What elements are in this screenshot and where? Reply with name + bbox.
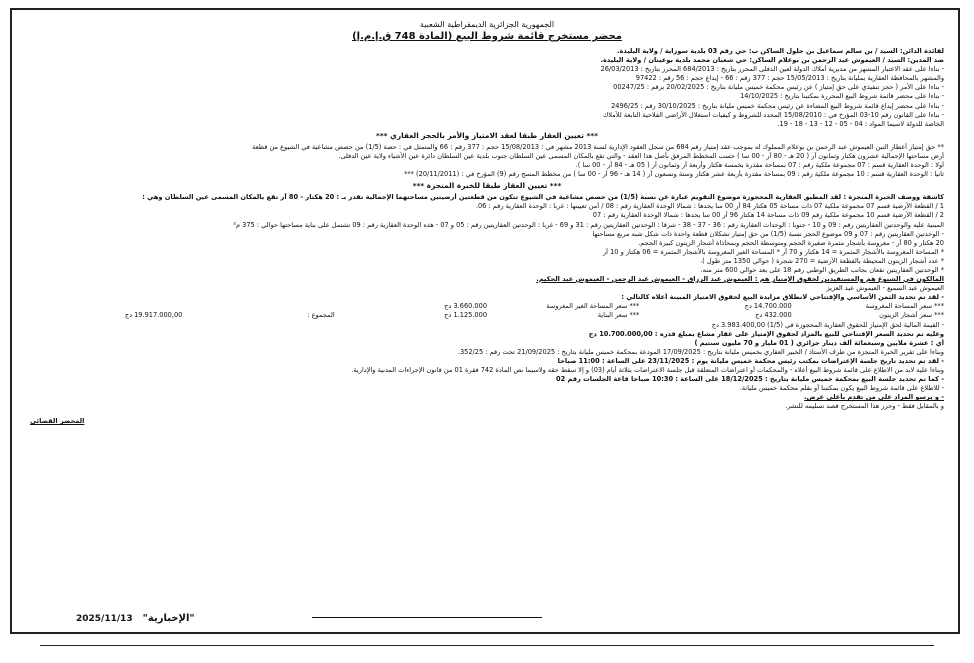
publication-footer <box>76 613 195 624</box>
text-line: - و يرسو المزاد على من تقدم بأعلى عرض. <box>804 393 944 402</box>
text-line: المبنية عليه والوحدتين العقاريتين رقم : 09 و 10 - جنوبا : الوحدات العقارية رقم : 36 - 37 - 38 - شرقا : الوحدتين العقاريتين رقم : 31 و 69 - غربا : الوحدتين العقاريتين رقم : 05 و 07 - هذه الوحدة العقارية رقم : 09 تشتمل على بناية مساحتها حوالي : 375 م² <box>233 220 944 229</box>
section-title-expertise: *** تعيين العقار طبقا للخبرة المنجزة *** <box>412 181 562 191</box>
footer-rule <box>312 617 542 618</box>
text-line: * المساحة المغروسة بالأشجار المثمرة = 14 هكتار و 70 آر * المساحة الغير المغروسة بالأشجار المثمرة = 06 هكتار و 10 آر <box>602 247 944 256</box>
price-total: 19.917.000,00 دج <box>124 311 183 320</box>
price-value: 3.660.000 دج <box>444 302 488 311</box>
text-line: و بالمقابل فقط - وحرر هذا المستخرج قصد تسليمه للنشر. <box>785 402 944 411</box>
price-total <box>30 302 182 311</box>
text-line: العيموش عبد السميع - العيموش عبد العزيز <box>826 284 944 293</box>
text-line: وبناءا على تقرير الخبرة المنجزة من طرف الأستاذ / الخبير العقاري بخميس مليانة بتاريخ : 17/09/2025 المودعة بمحكمة خميس مليانة بتاريخ : 21/09/2025 تحت رقم : 352/25. <box>457 347 944 356</box>
text-line: * عدد أشجار الزيتون المحيطة بالقطعة الأرضية = 270 شجرة ( حوالي 1350 متر طول ). <box>700 256 944 265</box>
signature-label: المحضر القضائي <box>30 417 85 426</box>
text-line: ثانيا : الوحدة العقارية قسم : 10 مجموعة ملكية رقم : 09 بمساحة مقدرة بأربعة عشر هكتار وستة وتسعون آر ( 14 هـ - 96 آر - 00 سا ) من مخطط المسح رقم (9) المؤرخ في : (20/11/2011) *** <box>404 170 944 179</box>
text-line: الخاصة للدولة لاسيما المواد : 04 - 05 - 12 - 13 - 18 - 19. <box>777 119 944 128</box>
text-line: - بناءا على محضر قائمة شروط البيع المحررة بمكتبنا بتاريخ : 14/10/2025 <box>740 92 944 101</box>
price-label: *** سعر المساحة الغير المغروسة <box>546 302 640 311</box>
debtor-line: ضد المدين: السيد / العيموش عبد الرحمن بن بوعلام الساكن: حي شعبان محمد بلدية بوعينان / ولاية البليدة. <box>600 56 944 65</box>
price-row <box>30 311 944 320</box>
document-page <box>10 8 960 634</box>
price-total-label <box>182 302 334 311</box>
parties-block <box>30 47 944 129</box>
co-owners-line: المالكون في الشيوع هم والمستفيدين لحقوق الإمتياز هم : العيموش عبد الرزاق - العيموش عبد الرحمن - العيموش عبد الحكيم. <box>536 275 944 284</box>
text-line: وبناءا عليه لابد من الاطلاع على قائمة شروط البيع أعلاه - والمحكمات أو اعتراضات المتعلقة قبل جلسة الاعتراضات بثلاثة أيام (03) و إلا سقط حقه ولاسيما نص المادة 742 فقرة 01 من قانون الإجراءات المدنية والإدارية. <box>351 366 944 374</box>
text-line: - للاطلاع على قائمة شروط البيع يكون بمكتبنا أو بقلم محكمة خميس مليانة. <box>739 384 944 393</box>
opening-price-line: وعليه تم تحديد السعر الإفتتاحي للبيع بالمزاد لحقوق الإمتياز على عقار مشاع بمبلغ قدره : 10.700.000,00 دج <box>588 329 944 338</box>
section-concession <box>30 143 944 179</box>
text-line: 2 / القطعة الأرضية قسم 10 مجموعة ملكية رقم 09 ذات مساحة 14 هكتار 96 آر 00 سا يحدها : شمالا الوحدة العقارية رقم : 07 <box>592 211 944 220</box>
text-line: * الوحدتين العقاريتين تقعان بجانب الطريق الوطني رقم 18 على بعد حوالي 600 متر منه. <box>700 265 944 274</box>
text-line: - بناءا على محضر إيداع قائمة شروط البيع المضاءة عن رئيس محكمة خميس مليانة بتاريخ : 30/10/2025 رقم : 2496/25 <box>611 101 944 110</box>
price-label: *** سعر البناية <box>597 311 640 320</box>
sale-session-line: - كما تم تحديد جلسة البيع بمحكمة خميس مليانة بتاريخ : 18/12/2025 على الساعة : 10:30 صباحا قاعة الجلسات رقم 02 <box>556 375 944 384</box>
text-line: 20 هكتار و 80 آر - مغروسة بأشجار مثمرة صغيرة الحجم ومتوسطة الحجم وبمحاذاة أشجار الزيتون كبيرة الحجم. <box>638 238 944 247</box>
page-bottom-rule <box>40 645 934 646</box>
document-title: محضر مستخرج قائمة شروط البيع (المادة 748 ق.إ.م.إ) <box>352 31 622 42</box>
price-label: *** سعر المساحة المغروسة <box>865 302 944 311</box>
text-line: - بناءا على الأمر ( حجز تنفيذي على حق إمتياز ) عن رئيس محكمة خميس مليانة بتاريخ : 20/02/2025 برقم : 00247/25 <box>613 83 944 92</box>
publication-date: 2025/11/13 <box>76 613 133 624</box>
price-total-label: المجموع : <box>307 311 335 320</box>
text-line: 1 / القطعة الأرضية قسم 07 مجموعة ملكية 07 ذات مساحة 05 هكتار 84 آر 00 سا يحدها : شمالا الوحدة العقارية رقم : 08 / أمن تعيينها : غربا : الوحدة العقارية رقم : 06. <box>475 202 944 211</box>
creditor-line: لفائدة الدائن: السيد / بن سالم سماعيل بن جلول الساكن ب: حي رقم 03 بلدية سوزاية / ولاية البليدة. <box>617 47 944 55</box>
document-body <box>30 18 944 602</box>
text-line: ** حق إمتياز أعطار التبن العيموش عبد الرحمن بن بوعلام المملوك له بموجب عقد إمتياز رقم 684 من سجل العقود الإدارية لسنة 2013 مشهر في : 15/08/2013 حجم : 377 رقم : 66 والمتمثل في : حصة (1/5) من حصص مشاعية في الشيوع من قطعة <box>252 142 944 151</box>
text-line: أي : عشرة ملايين وسبعمائة ألف دينار جزائري ( 01 مليار و 70 مليون سنتيم ) <box>694 338 944 347</box>
text-line: أولا : الوحدة العقارية قسم : 07 مجموعة ملكية رقم : 07 بمساحة مقدرة بخمسة هكتار وأربعة آر وثمانون آر ( 05 هـ - 84 آر - 00 سا ). <box>575 161 944 170</box>
section-expertise <box>30 193 944 275</box>
text-line: - القيمة المالية لحق الإمتياز للحقوق العقارية المحجوزة في (1/5) 3.983.400,00 دج <box>711 320 944 329</box>
section-title-concession: *** تعيين العقار طبقا لعقد الامتياز والأمر بالحجز العقاري *** <box>375 130 599 140</box>
prices-intro: - لقد تم تحديد الثمن الأساسي والإفتتاحي لانطلاق مزايدة البيع لحقوق الامتياز المبينة أعلاه كالتالي : <box>621 293 944 302</box>
price-value: 1.125.000 دج <box>444 311 488 320</box>
republic-header: الجمهورية الجزائرية الديمقراطية الشعبية <box>419 20 555 29</box>
price-value: 432.000 دج <box>755 311 792 320</box>
text-line: أرض مساحتها الإجمالية عشرون هكتار وثمانون آر ( 20 هـ - 80 آر - 00 سا ) حسب المخطط المرفق بأصل هذا العقد - والتي تقع بالمكان المسمى عين السلطان جنوب بلدية عين السلطان دائرة عين الأشياء ولاية عين الدفلى. <box>338 151 944 160</box>
text-line: كاشفة ووصف الخبرة المنجزة : لقد المطبق العقارية المحجوزة موضوع التقويم عبارة عن نسبة (1/5) من حصص مشاعية في الشيوع تتكون من قطعتين أرضيتين مساحتهما الإجمالية تقدر بـ : 20 هكتار - 80 آر تقع بالمكان المسمى عين السلطان وهي : <box>142 193 944 202</box>
text-line: - بناءا على عقد الاعتبار المشهر من مديرية أملاك الدولة لعين الدفلى المحرر بتاريخ : 684/2013 المحرر بتاريخ : 26/03/2013 <box>600 65 944 74</box>
text-line: - بناءا على القانون رقم 10-03 المؤرخ في : 15/08/2010 المحدد للشروط و كيفيات استغلال الأراضي الفلاحية التابعة للأملاك <box>602 110 944 119</box>
prices-table <box>30 302 944 320</box>
price-row <box>30 302 944 311</box>
newspaper-name: "الإخبارية" <box>142 613 195 624</box>
price-value: 14.700.000 دج <box>744 302 792 311</box>
text-line: - الوحدتين العقاريتين رقم : 07 و 09 موضوع الحجز نسبة (1/5) من حق إمتياز تشكلان قطعة واحدة ذات شكل شبه مربع مساحتها <box>592 229 944 238</box>
price-label: *** سعر أشجار الزيتون <box>879 311 944 320</box>
text-line: والمشهر بالمحافظة العقارية بمليانة بتاريخ : 15/05/2013 حجم : 377 رقم : 66 - إيداع حجم : 56 رقم : 97422 <box>635 74 944 83</box>
objection-session-line: - لقد تم تحديد تاريخ جلسة الإعتراضات بمكتب رئيس محكمة خميس مليانة يوم : 23/11/2025 على الساعة : 11:00 صباحا <box>557 356 944 365</box>
auction-details <box>30 321 944 412</box>
